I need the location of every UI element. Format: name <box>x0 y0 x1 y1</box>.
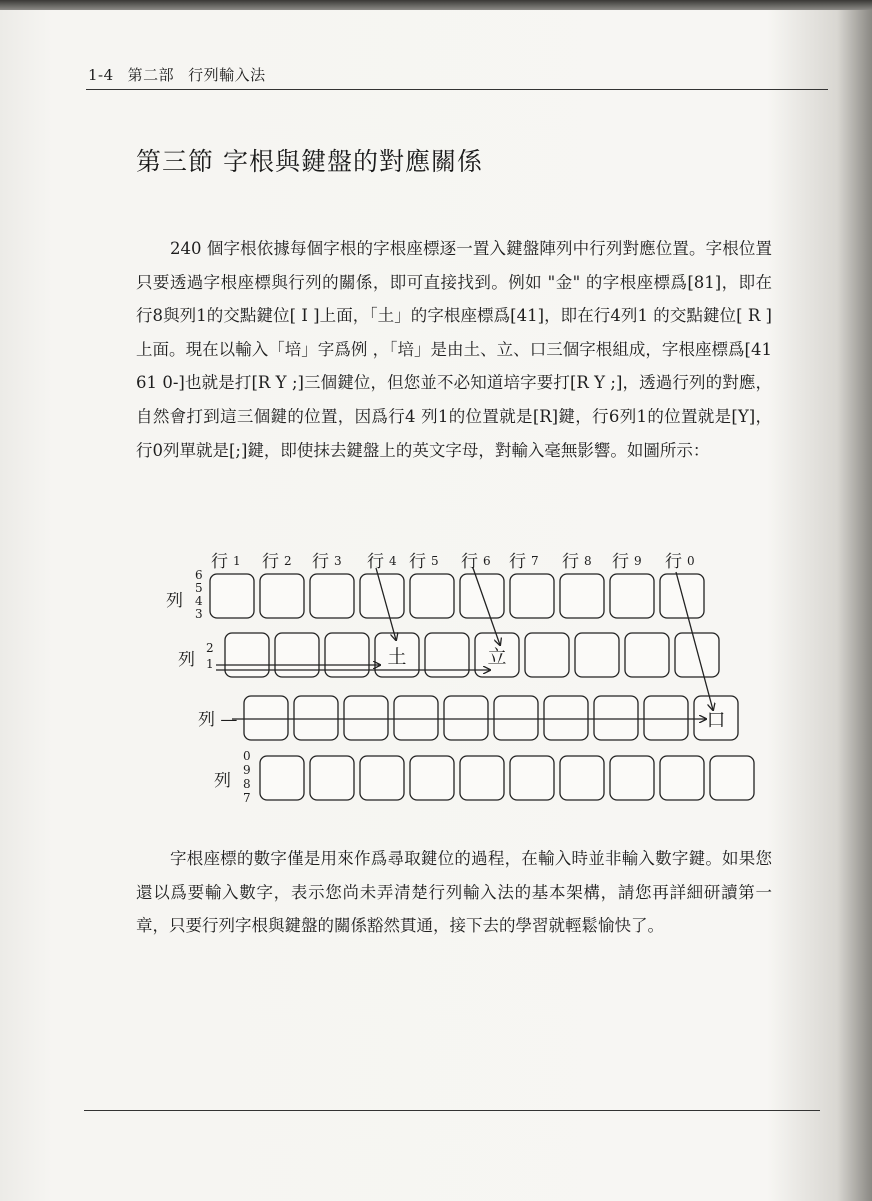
key-cap <box>710 756 754 800</box>
key-cap <box>260 574 304 618</box>
key-cap <box>410 756 454 800</box>
key-cap <box>310 756 354 800</box>
column-header-char: 行 <box>409 552 426 572</box>
column-headers <box>211 552 695 572</box>
row-digit: 8 <box>243 777 251 791</box>
row-label-group-1 <box>166 568 203 621</box>
column-header-4 <box>367 552 397 572</box>
key-row-4 <box>260 756 754 800</box>
key-cap <box>410 574 454 618</box>
column-header-char: 行 <box>612 552 629 572</box>
key-row-1 <box>210 574 704 618</box>
column-header-number: 8 <box>584 554 592 568</box>
row-label-group-3 <box>198 710 237 730</box>
key-cap <box>510 756 554 800</box>
key-cap <box>360 574 404 618</box>
column-header-char: 行 <box>509 552 526 572</box>
key-cap <box>344 696 388 740</box>
row-label: 列 <box>214 771 231 791</box>
row-digit: 9 <box>243 763 251 777</box>
part-label: 第二部 <box>127 66 175 84</box>
paragraph-conclusion: 字根座標的數字僅是用來作爲尋取鍵位的過程，在輸入時並非輸入數字鍵。如果您還以爲要輸入數字，表示您尚未弄清楚行列輸入法的基本架構，請您再詳細研讀第一章，只要行列字根與鍵盤的關係豁然貫通，接下去的學習就輕鬆愉快了。 <box>136 849 772 936</box>
column-header-char: 行 <box>562 552 579 572</box>
key-cap <box>525 633 569 677</box>
key-cap <box>360 756 404 800</box>
column-header-number: 0 <box>687 554 695 568</box>
book-title: 行列輸入法 <box>188 66 266 84</box>
column-header-char: 行 <box>665 552 682 572</box>
row-digit: 5 <box>195 581 203 595</box>
row-digit: 7 <box>243 791 251 805</box>
column-header-8 <box>562 552 592 572</box>
key-cap <box>560 756 604 800</box>
key-cap <box>394 696 438 740</box>
key-cap <box>610 756 654 800</box>
row-digit: 0 <box>243 749 251 763</box>
key-cap <box>460 756 504 800</box>
column-header-char: 行 <box>262 552 279 572</box>
column-header-number: 6 <box>483 554 491 568</box>
key-cap <box>460 574 504 618</box>
column-header-7 <box>509 552 539 572</box>
paragraph-intro: 240 個字根依據每個字根的字根座標逐一置入鍵盤陣列中行列對應位置。字根位置只要透過字根座標與行列的關係，即可直接找到。例如 "金" 的字根座標爲[81]，即在行8與列1的交點鍵位[ I ]上面，「土」的字根座標爲[41]，即在行4列1 的交點鍵位[ R ]上面。現在以輸入「培」字爲例 ，「培」是由土、立、口三個字根組成，字根座標爲[41 61 0-]也就是打[R Y ;]三個鍵位，但您並不必知道培字要打[R Y ;]，透過行列的對應，自然會打到這三個鍵的位置，因爲行4 列1的位置就是[R]鍵，行6列1的位置就是[Y]，行0列單就是[;]鍵，即使抹去鍵盤上的英文字母，對輸入毫無影響。如圖所示： <box>136 239 772 460</box>
row-label: 列 — <box>198 710 238 730</box>
key-cap <box>210 574 254 618</box>
placed-root-char: 口 <box>706 709 726 731</box>
key-row-3 <box>244 696 738 740</box>
key-cap <box>560 574 604 618</box>
key-cap <box>594 696 638 740</box>
column-header-char: 行 <box>367 552 384 572</box>
column-header-number: 7 <box>531 554 539 568</box>
row-digit: 1 <box>206 657 214 671</box>
row-digit: 4 <box>195 594 203 608</box>
column-header-number: 5 <box>431 554 439 568</box>
row-digit: 2 <box>206 641 214 655</box>
key-cap <box>575 633 619 677</box>
key-cap <box>510 574 554 618</box>
column-header-2 <box>262 552 292 572</box>
key-cap <box>494 696 538 740</box>
key-cap <box>644 696 688 740</box>
column-header-char: 行 <box>211 552 228 572</box>
key-cap <box>610 574 654 618</box>
column-header-3 <box>312 552 342 572</box>
column-header-number: 4 <box>389 554 397 568</box>
column-header-number: 9 <box>634 554 642 568</box>
column-header-1 <box>211 552 241 572</box>
column-header-5 <box>409 552 439 572</box>
column-header-char: 行 <box>312 552 329 572</box>
row-label-group-2 <box>178 641 214 671</box>
key-cap <box>444 696 488 740</box>
placed-root-char: 土 <box>387 646 407 668</box>
column-header-number: 1 <box>233 554 241 568</box>
column-header-number: 2 <box>284 554 292 568</box>
column-header-6 <box>461 552 491 572</box>
column-header-number: 3 <box>334 554 342 568</box>
footer-rule <box>84 1110 820 1111</box>
key-cap <box>294 696 338 740</box>
column-header-0 <box>665 552 695 572</box>
section-title: 第三節 字根與鍵盤的對應關係 <box>136 147 483 176</box>
key-cap <box>675 633 719 677</box>
key-cap <box>660 756 704 800</box>
key-cap <box>544 696 588 740</box>
key-cap <box>625 633 669 677</box>
key-cap <box>244 696 288 740</box>
column-header-char: 行 <box>461 552 478 572</box>
page-reference: 1-4 <box>88 66 114 84</box>
row-label: 列 <box>166 591 183 611</box>
column-header-9 <box>612 552 642 572</box>
row-label-group-4 <box>214 749 251 805</box>
row-digit: 6 <box>195 568 203 582</box>
key-cap <box>310 574 354 618</box>
row-label: 列 <box>178 650 195 670</box>
row-digit: 3 <box>195 607 203 621</box>
key-cap <box>260 756 304 800</box>
key-rows <box>210 574 754 800</box>
placed-root-char: 立 <box>487 646 507 668</box>
